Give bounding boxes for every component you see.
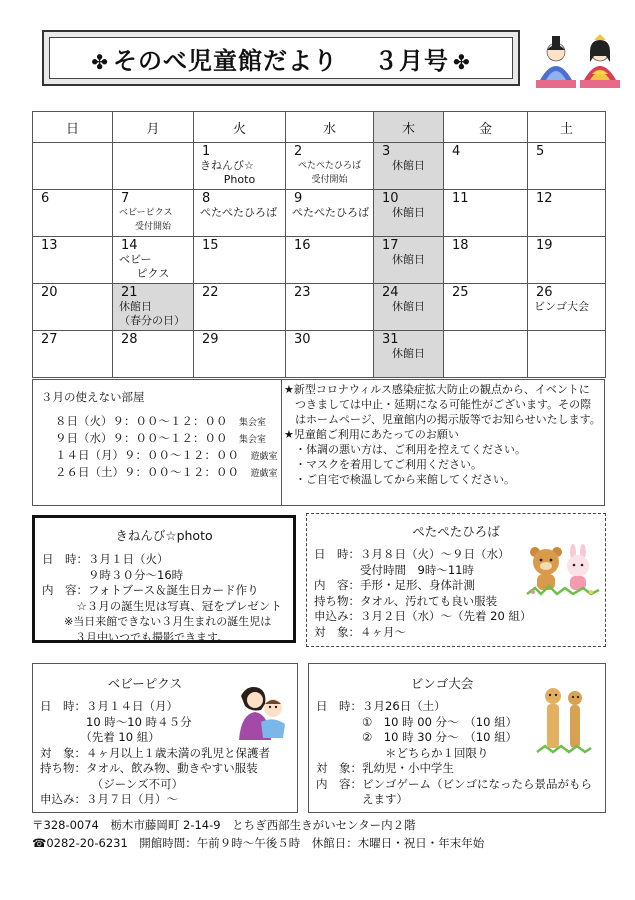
- calendar-week: [33, 331, 606, 378]
- unavailable-rooms-box: [32, 379, 282, 506]
- calendar: [32, 111, 606, 378]
- calendar-day: 8 ぺたぺたひろば: [194, 190, 286, 237]
- day-event: ぺたぺたひろば: [292, 206, 369, 219]
- day-event: 休館日: [392, 347, 425, 360]
- petapeta-details: 日 時：３月８日（火）～９日（水） 受付時間 9時～11時 内 容：手形・足形、身体計測 持ち物：タオル、汚れても良い服装 申込み：３月２日（水）～（先着 20 組） 対 象：４ヶ月～: [314, 547, 532, 639]
- weekday-header-row: [33, 112, 606, 143]
- newsletter-title: ✤ そのべ児童館だより ３月号 ✤: [91, 46, 471, 75]
- calendar-day: 23: [286, 284, 374, 331]
- day-event: （春分の日）: [119, 314, 185, 327]
- bingo-box: [308, 663, 606, 813]
- day-event: 休館日: [392, 253, 425, 266]
- unavailable-row: ２６日（土）９：００～１２：００ 遊戯室: [55, 465, 278, 479]
- calendar-day: 7 ベビーピクス 受付開始: [113, 190, 194, 237]
- calendar-day: 13: [33, 237, 113, 284]
- day-event: ベビーピクス: [119, 208, 173, 218]
- day-event: 休館日: [119, 300, 152, 313]
- calendar-day: 5: [528, 143, 606, 190]
- baby-pix-details: 日 時：３月１４日（月） 10 時～10 時４５分 （先着 10 組） 対 象：４ヶ月以上１歳未満の乳児と保護者 持ち物：タオル、飲み物、動きやすい服装 （ジーンズ不可） 申込み：３月７日（月）～: [40, 699, 270, 806]
- calendar-day: 12: [528, 190, 606, 237]
- calendar-day: 26 ビンゴ大会: [528, 284, 606, 331]
- notice-box: [282, 379, 605, 506]
- title-banner: [42, 30, 520, 86]
- month-label: ３月号: [374, 46, 449, 75]
- calendar-day: 4: [444, 143, 528, 190]
- day-event: 受付開始: [134, 222, 171, 232]
- petapeta-title: ぺたぺたひろば: [412, 524, 500, 539]
- calendar-day: 11: [444, 190, 528, 237]
- bingo-details: 日 時：３月26日（土） ① 10 時 00 分～ （10 組） ② 10 時 30 分～ （10 組） ＊どちらか１回限り 対 象：乳幼児・小中学生 内 容：ビンゴゲーム（ビンゴになったら景品がもら えます）: [316, 699, 592, 806]
- day-event: ぺたぺたひろば: [297, 161, 361, 171]
- day-event: ぺたぺたひろば: [200, 206, 277, 219]
- day-event: 休館日: [392, 300, 425, 313]
- calendar-day-closed: 3 休館日: [374, 143, 444, 190]
- calendar-day: 1 きねんび☆ Photo: [194, 143, 286, 190]
- title-inner: [49, 37, 513, 79]
- calendar-day: 2 ぺたぺたひろば 受付開始: [286, 143, 374, 190]
- notice-text: ★新型コロナウィルス感染症拡大防止の観点から、イベントに つきましては中止・延期になる可能性がございます。その際 はホームページ、児童館内の掲示版等でお知らせいたします。 ★児童館ご利用にあたってのお願い ・体調の悪い方は、ご利用を控えてください。 ・マスクを着用してご利用ください。 ・ご自宅で検温してから来館してください。: [284, 383, 601, 486]
- mother-baby-illustration: [233, 682, 293, 742]
- clover-icon: ✤: [453, 49, 471, 74]
- calendar-day-closed: 21 休館日 （春分の日）: [113, 284, 194, 331]
- weekday-wed: 水: [286, 112, 374, 143]
- petapeta-hiroba-box: [306, 513, 606, 647]
- day-event: Photo: [223, 173, 256, 186]
- calendar-day: 18: [444, 237, 528, 284]
- day-event: 休館日: [392, 159, 425, 172]
- day-event: きねんび☆: [200, 159, 254, 172]
- calendar-day: 20: [33, 284, 113, 331]
- calendar-day: 30: [286, 331, 374, 378]
- calendar-day: 27: [33, 331, 113, 378]
- calendar-day: 29: [194, 331, 286, 378]
- calendar-day-closed: 24 休館日: [374, 284, 444, 331]
- calendar-day: [444, 331, 528, 378]
- day-event: 休館日: [392, 206, 425, 219]
- calendar-day: 22: [194, 284, 286, 331]
- baby-pix-box: [32, 663, 298, 813]
- unavailable-row: ８日（火）９：００～１２：００ 集会室: [55, 414, 267, 428]
- bingo-title: ビンゴ大会: [410, 676, 474, 691]
- calendar-day: 14 ベビー ピクス: [113, 237, 194, 284]
- calendar-day: [33, 143, 113, 190]
- calendar-week: [33, 143, 606, 190]
- hina-dolls-illustration: [532, 22, 624, 94]
- weekday-sun: 日: [33, 112, 113, 143]
- footer-phone-hours: ☎0282-20-6231 開館時間：午前９時～午後５時 休館日：木曜日・祝日・年末年始: [32, 836, 485, 850]
- unavailable-rooms-title: ３月の使えない部屋: [41, 390, 145, 404]
- day-event: ベビー: [119, 253, 152, 266]
- unavailable-rooms-list: [55, 414, 278, 482]
- calendar-day: [528, 331, 606, 378]
- weekday-fri: 金: [444, 112, 528, 143]
- calendar-day-closed: 17 休館日: [374, 237, 444, 284]
- calendar-week: [33, 284, 606, 331]
- calendar-day: 9 ぺたぺたひろば: [286, 190, 374, 237]
- calendar-day: 16: [286, 237, 374, 284]
- clover-icon: ✤: [91, 49, 109, 74]
- calendar-day-closed: 31 休館日: [374, 331, 444, 378]
- weekday-tue: 火: [194, 112, 286, 143]
- kinenbi-title: きねんび☆photo: [115, 528, 213, 543]
- day-event: ビンゴ大会: [534, 300, 589, 313]
- weekday-mon: 月: [113, 112, 194, 143]
- calendar-week: [33, 237, 606, 284]
- calendar-day: 25: [444, 284, 528, 331]
- weekday-sat: 土: [528, 112, 606, 143]
- unavailable-row: １４日（月）９：００～１２：００ 遊戯室: [55, 448, 278, 462]
- weekday-thu: 木: [374, 112, 444, 143]
- kinenbi-details: 日 時：３月１日（火） ９時３０分～16時 内 容：フォトブース＆誕生日カード作り ☆３月の誕生児は写真、冠をプレゼント ※当日来館できない３月生まれの誕生児は ３月中いつでも撮影できます。: [42, 552, 282, 644]
- calendar-day: 28: [113, 331, 194, 378]
- footer-address: 〒328-0074 栃木市藤岡町 2-14-9 とちぎ西部生きがいセンター内２階: [32, 818, 416, 832]
- calendar-day: 6: [33, 190, 113, 237]
- kinenbi-photo-box: [32, 515, 296, 643]
- wooden-dolls-illustration: [533, 684, 593, 758]
- calendar-day: 15: [194, 237, 286, 284]
- unavailable-row: ９日（水）９：００～１２：００ 集会室: [55, 431, 267, 445]
- calendar-week: [33, 190, 606, 237]
- calendar-day: 19: [528, 237, 606, 284]
- day-event: 受付開始: [311, 175, 348, 185]
- footer: [32, 816, 484, 852]
- calendar-day: [113, 143, 194, 190]
- calendar-day-closed: 10 休館日: [374, 190, 444, 237]
- baby-pix-title: ベビーピクス: [107, 676, 183, 691]
- bear-rabbit-illustration: [525, 544, 601, 600]
- day-event: ピクス: [136, 267, 170, 280]
